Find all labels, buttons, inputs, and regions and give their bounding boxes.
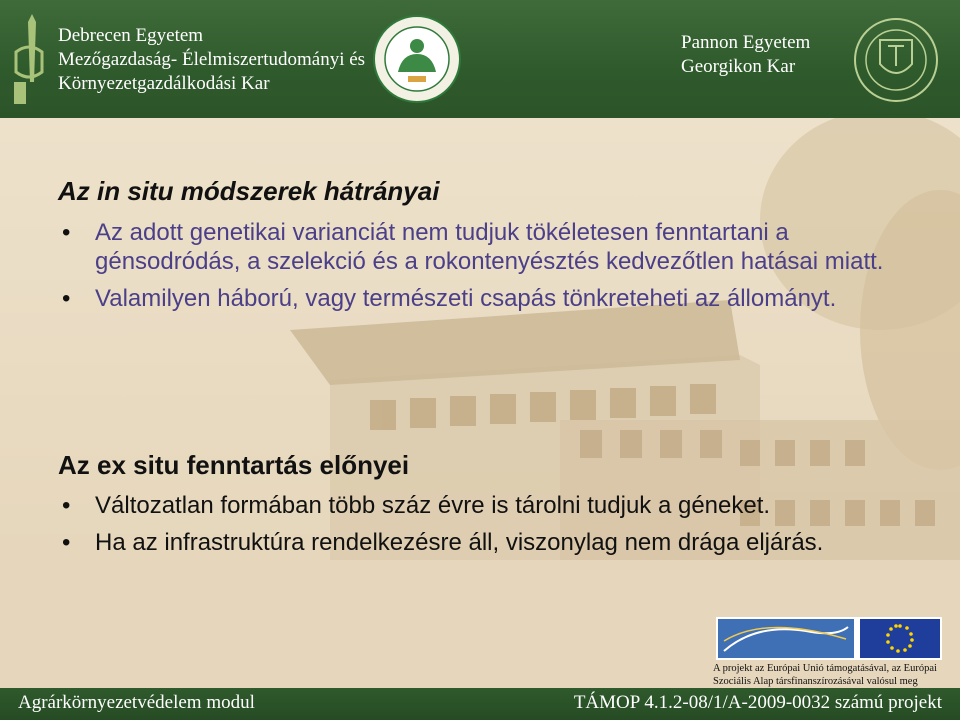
ex-situ-advantages-title: Az ex situ fenntartás előnyei bbox=[58, 450, 410, 480]
pannon-line-1: Pannon Egyetem bbox=[681, 32, 811, 53]
module-name: Agrárkörnyezetvédelem modul bbox=[18, 692, 255, 713]
bullet-icon: • bbox=[62, 285, 71, 312]
footer-band bbox=[0, 688, 960, 720]
list-item bbox=[58, 284, 908, 313]
eu-support-caption bbox=[713, 662, 949, 688]
bullet-text: Az adott genetikai varianciát nem tudjuk tökéletesen fenntartani a génsodródás, a szelekció és a rokontenyésztés kedvezőtlen hatásai miatt. bbox=[95, 219, 884, 275]
bullet-text: Ha az infrastruktúra rendelkezésre áll, viszonylag nem drága eljárás. bbox=[95, 529, 824, 556]
debrecen-line-2: Mezőgazdaság- Élelmiszertudományi és bbox=[58, 49, 366, 70]
pannon-faculty-name bbox=[681, 31, 810, 79]
bullet-icon: • bbox=[62, 219, 71, 246]
bullet-text: Valamilyen háború, vagy természeti csapás tönkreteheti az állományt. bbox=[95, 285, 837, 312]
bullet-icon: • bbox=[62, 492, 71, 519]
bullet-text: Változatlan formában több száz évre is tárolni tudjuk a géneket. bbox=[95, 492, 771, 519]
pannon-university-seal bbox=[852, 14, 940, 106]
list-item bbox=[58, 491, 908, 520]
eu-caption-line-2: Szociális Alap társfinanszírozásával valósul meg bbox=[713, 676, 918, 687]
debrecen-line-1: Debrecen Egyetem bbox=[58, 25, 204, 46]
in-situ-disadvantages-title: Az in situ módszerek hátrányai bbox=[58, 176, 440, 206]
debrecen-line-3: Környezetgazdálkodási Kar bbox=[58, 73, 270, 94]
eu-caption-line-1: A projekt az Európai Unió támogatásával, az Európai bbox=[713, 663, 937, 674]
faculty-seal-logo bbox=[372, 14, 462, 104]
pannon-line-2: Georgikon Kar bbox=[681, 56, 796, 77]
bullet-icon: • bbox=[62, 529, 71, 556]
project-number: TÁMOP 4.1.2-08/1/A-2009-0032 számú projekt bbox=[573, 692, 942, 713]
ex-situ-advantages-list bbox=[58, 491, 908, 557]
list-item bbox=[58, 218, 908, 276]
in-situ-disadvantages-list bbox=[58, 218, 908, 313]
debrecen-faculty-name bbox=[58, 24, 365, 96]
debrecen-university-logo bbox=[8, 12, 50, 108]
header-band bbox=[0, 0, 960, 118]
list-item bbox=[58, 528, 908, 557]
eu-support-logos bbox=[716, 617, 942, 660]
